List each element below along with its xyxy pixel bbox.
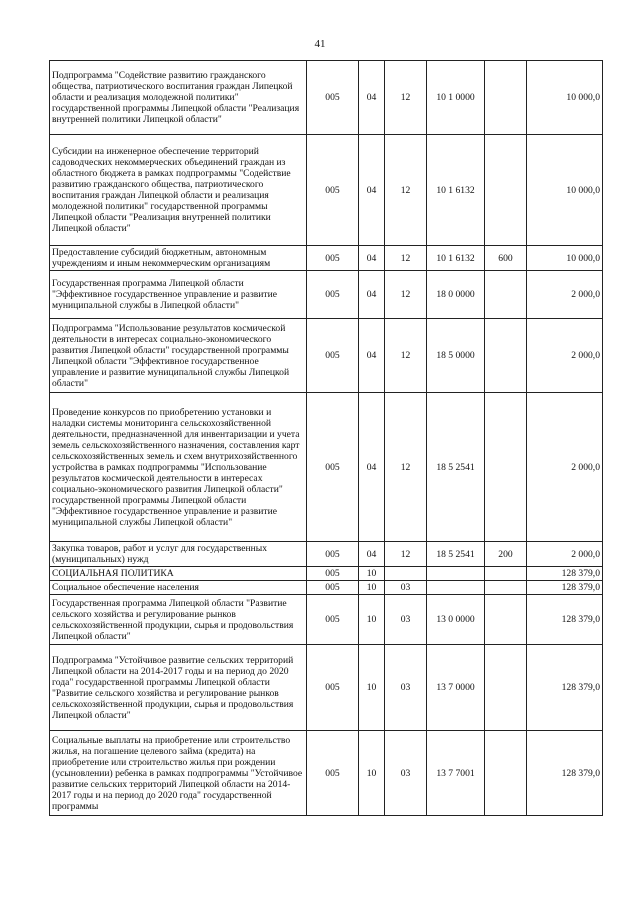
table-row bbox=[50, 567, 603, 581]
expense-type-code bbox=[485, 645, 527, 731]
ved-code: 005 bbox=[307, 246, 359, 271]
section-code: 04 bbox=[359, 542, 385, 567]
section-code: 04 bbox=[359, 393, 385, 542]
table-row bbox=[50, 271, 603, 319]
subsection-code: 12 bbox=[385, 271, 427, 319]
subsection-code: 03 bbox=[385, 595, 427, 645]
subsection-code: 03 bbox=[385, 731, 427, 816]
ved-code: 005 bbox=[307, 319, 359, 393]
subsection-code: 12 bbox=[385, 393, 427, 542]
table-row bbox=[50, 393, 603, 542]
target-article-code: 18 5 2541 bbox=[427, 542, 485, 567]
amount: 128 379,0 bbox=[527, 581, 603, 595]
row-description: Государственная программа Липецкой области "Эффективное государственное управление и развитие муниципальной службы в Липецкой области" bbox=[50, 271, 307, 319]
target-article-code: 18 5 2541 bbox=[427, 393, 485, 542]
table-row bbox=[50, 135, 603, 246]
expense-type-code bbox=[485, 135, 527, 246]
section-code: 04 bbox=[359, 319, 385, 393]
subsection-code: 12 bbox=[385, 135, 427, 246]
subsection-code bbox=[385, 567, 427, 581]
section-code: 10 bbox=[359, 595, 385, 645]
expense-type-code bbox=[485, 271, 527, 319]
section-code: 10 bbox=[359, 567, 385, 581]
subsection-code: 12 bbox=[385, 246, 427, 271]
ved-code: 005 bbox=[307, 595, 359, 645]
table-row bbox=[50, 645, 603, 731]
table-row bbox=[50, 595, 603, 645]
amount: 2 000,0 bbox=[527, 319, 603, 393]
table-row bbox=[50, 542, 603, 567]
table-row bbox=[50, 319, 603, 393]
amount: 128 379,0 bbox=[527, 567, 603, 581]
ved-code: 005 bbox=[307, 567, 359, 581]
ved-code: 005 bbox=[307, 542, 359, 567]
amount: 10 000,0 bbox=[527, 61, 603, 135]
target-article-code: 13 0 0000 bbox=[427, 595, 485, 645]
expense-type-code bbox=[485, 61, 527, 135]
row-description: СОЦИАЛЬНАЯ ПОЛИТИКА bbox=[50, 567, 307, 581]
target-article-code: 10 1 6132 bbox=[427, 246, 485, 271]
amount: 2 000,0 bbox=[527, 393, 603, 542]
subsection-code: 12 bbox=[385, 319, 427, 393]
row-description: Закупка товаров, работ и услуг для государственных (муниципальных) нужд bbox=[50, 542, 307, 567]
target-article-code: 18 0 0000 bbox=[427, 271, 485, 319]
amount: 128 379,0 bbox=[527, 731, 603, 816]
subsection-code: 03 bbox=[385, 581, 427, 595]
ved-code: 005 bbox=[307, 645, 359, 731]
ved-code: 005 bbox=[307, 581, 359, 595]
row-description: Государственная программа Липецкой области "Развитие сельского хозяйства и регулирование рынков сельскохозяйственной продукции, сырья и продовольствия Липецкой области" bbox=[50, 595, 307, 645]
amount: 2 000,0 bbox=[527, 271, 603, 319]
section-code: 04 bbox=[359, 135, 385, 246]
section-code: 10 bbox=[359, 731, 385, 816]
section-code: 04 bbox=[359, 61, 385, 135]
table-row bbox=[50, 246, 603, 271]
expense-type-code bbox=[485, 567, 527, 581]
ved-code: 005 bbox=[307, 731, 359, 816]
table-row bbox=[50, 581, 603, 595]
table-row bbox=[50, 731, 603, 816]
expense-type-code: 200 bbox=[485, 542, 527, 567]
subsection-code: 12 bbox=[385, 542, 427, 567]
row-description: Социальные выплаты на приобретение или строительство жилья, на погашение целевого займа (кредита) на приобретение или строительство жилья при рождении (усыновлении) ребенка в рамках подпрограммы "Устойчивое развитие сельских территорий Липецкой области на 2014-2017 годы и на период до 2020 года" государственной программы bbox=[50, 731, 307, 816]
amount: 10 000,0 bbox=[527, 246, 603, 271]
target-article-code: 10 1 6132 bbox=[427, 135, 485, 246]
target-article-code: 13 7 7001 bbox=[427, 731, 485, 816]
row-description: Субсидии на инженерное обеспечение территорий садоводческих некоммерческих объединений граждан из областного бюджета в рамках подпрограммы "Содействие развитию гражданского общества, патриотического воспитания граждан Липецкой области и реализация молодежной политики" государственной программы Липецкой области "Реализация внутренней политики Липецкой области" bbox=[50, 135, 307, 246]
expense-type-code bbox=[485, 581, 527, 595]
target-article-code: 18 5 0000 bbox=[427, 319, 485, 393]
amount: 10 000,0 bbox=[527, 135, 603, 246]
amount: 128 379,0 bbox=[527, 645, 603, 731]
row-description: Подпрограмма "Устойчивое развитие сельских территорий Липецкой области на 2014-2017 годы и на период до 2020 года" государственной программы Липецкой области "Развитие сельского хозяйства и регулирование рынков сельскохозяйственной продукции, сырья и продовольствия Липецкой области" bbox=[50, 645, 307, 731]
table-row bbox=[50, 61, 603, 135]
ved-code: 005 bbox=[307, 393, 359, 542]
ved-code: 005 bbox=[307, 271, 359, 319]
section-code: 10 bbox=[359, 645, 385, 731]
expense-type-code bbox=[485, 319, 527, 393]
row-description: Подпрограмма "Использование результатов космической деятельности в интересах социально-экономического развития Липецкой области" государственной программы Липецкой области "Эффективное государственное управление и развитие муниципальной службы Липецкой области" bbox=[50, 319, 307, 393]
target-article-code bbox=[427, 567, 485, 581]
amount: 128 379,0 bbox=[527, 595, 603, 645]
ved-code: 005 bbox=[307, 61, 359, 135]
target-article-code: 13 7 0000 bbox=[427, 645, 485, 731]
target-article-code bbox=[427, 581, 485, 595]
row-description: Предоставление субсидий бюджетным, автономным учреждениям и иным некоммерческим организациям bbox=[50, 246, 307, 271]
page-number: 41 bbox=[314, 38, 326, 50]
expense-type-code bbox=[485, 393, 527, 542]
row-description: Подпрограмма "Содействие развитию гражданского общества, патриотического воспитания граждан Липецкой области и реализация молодежной политики" государственной программы Липецкой области "Реализация внутренней политики Липецкой области" bbox=[50, 61, 307, 135]
section-code: 04 bbox=[359, 271, 385, 319]
expense-type-code bbox=[485, 595, 527, 645]
ved-code: 005 bbox=[307, 135, 359, 246]
section-code: 04 bbox=[359, 246, 385, 271]
row-description: Социальное обеспечение населения bbox=[50, 581, 307, 595]
amount: 2 000,0 bbox=[527, 542, 603, 567]
budget-table bbox=[49, 60, 603, 816]
budget-table-body bbox=[50, 61, 603, 816]
expense-type-code: 600 bbox=[485, 246, 527, 271]
section-code: 10 bbox=[359, 581, 385, 595]
subsection-code: 12 bbox=[385, 61, 427, 135]
subsection-code: 03 bbox=[385, 645, 427, 731]
target-article-code: 10 1 0000 bbox=[427, 61, 485, 135]
row-description: Проведение конкурсов по приобретению установки и наладки системы мониторинга сельскохозяйственной деятельности, предназначенной для инвентаризации и учета земель сельскохозяйственного назначения, составления карт сельскохозяйственных земель и схем внутрихозяйственного устройства в рамках подпрограммы "Использование результатов космической деятельности в интересах социально-экономического развития Липецкой области" государственной программы Липецкой области "Эффективное государственное управление и развитие муниципальной службы Липецкой области" bbox=[50, 393, 307, 542]
expense-type-code bbox=[485, 731, 527, 816]
